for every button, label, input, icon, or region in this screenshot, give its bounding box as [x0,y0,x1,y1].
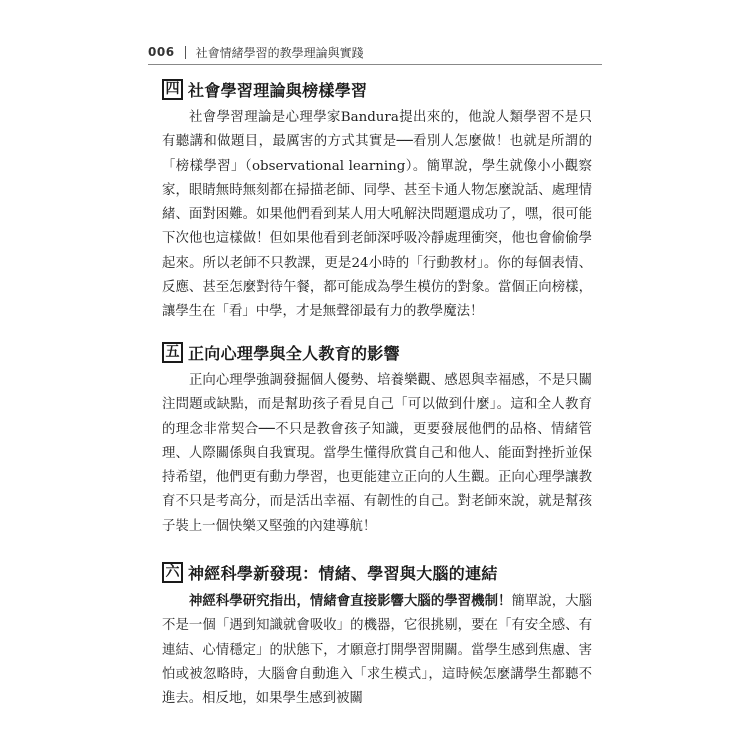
header-rule [148,64,602,65]
section-heading-5 [162,339,400,365]
section-6-lead-sentence: 神經科學研究指出，情緒會直接影響大腦的學習機制！ [189,593,512,609]
header-separator [185,46,186,59]
section-6-body-text: 簡單說，大腦不是一個「遇到知識就會吸收」的機器，它很挑剔，要在「有安全感、有連結、心情穩定」的狀態下，才願意打開學習開關。當學生感到焦慮、害怕或被忽略時，大腦會自動進入「求生模式」，這時候怎麼講學生都聽不進去。相反地，如果學生感到被關 [162,594,593,707]
page-number: 006 [148,45,175,59]
section-heading-4 [162,76,367,102]
section-5-paragraph: 正向心理學強調發掘個人優勢、培養樂觀、感恩與幸福感，不是只關注問題或缺點，而是幫助孩子看見自己「可以做到什麼」。這和全人教育的理念非常契合──不只是教會孩子知識，更要發展他們的品格、情緒管理、人際關係與自我實現。當學生懂得欣賞自己和他人、能面對挫折並保持希望，他們更有動力學習，也更能建立正向的人生觀。正向心理學讓教育不只是考高分，而是活出幸福、有韌性的自己。對老師來說，就是幫孩子裝上一個快樂又堅強的內建導航！ [162,373,592,534]
section-number-box: 五 [162,342,183,363]
section-number-box: 四 [162,79,183,100]
running-header [148,42,598,62]
section-title: 社會學習理論與榜樣學習 [188,80,368,100]
book-title: 社會情緒學習的教學理論與實踐 [195,45,364,60]
section-6-paragraph [162,589,592,711]
section-title: 正向心理學與全人教育的影響 [188,343,400,363]
section-4-paragraph: 社會學習理論是心理學家Bandura提出來的，他說人類學習不是只有聽講和做題目，最厲害的方式其實是──看別人怎麼做！也就是所謂的「榜樣學習」（observational learning）。簡單說，學生就像小小觀察家，眼睛無時無刻都在掃描老師、同學、甚至卡通人物怎麼說話、處理情緒、面對困難。如果他們看到某人用大吼解決問題還成功了，嘿，很可能下次他也這樣做！但如果他看到老師深呼吸冷靜處理衝突，他也會偷偷學起來。所以老師不只教課，更是24小時的「行動教材」。你的每個表情、反應、甚至怎麼對待午餐，都可能成為學生模仿的對象。當個正向榜樣，讓學生在「看」中學，才是無聲卻最有力的教學魔法！ [162,110,592,320]
section-title: 神經科學新發現：情緒、學習與大腦的連結 [188,563,498,583]
section-number-box: 六 [162,562,183,583]
section-heading-6 [162,559,498,585]
